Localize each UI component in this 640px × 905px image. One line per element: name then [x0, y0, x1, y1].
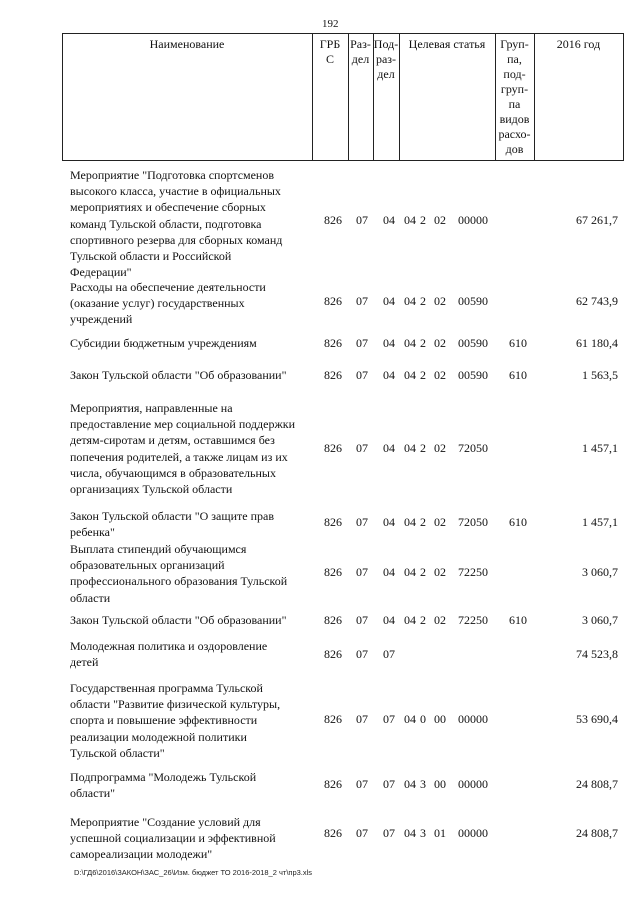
- row-podrazdel: 07: [383, 826, 395, 840]
- row-target-subprogram: 3: [420, 777, 426, 791]
- header-vid-line: па: [508, 97, 521, 111]
- row-razdel: 07: [356, 647, 368, 661]
- header-razdel-line: Раз-: [350, 37, 371, 51]
- row-name-line: Тульской области и Российской: [70, 249, 232, 264]
- row-name-line: профессионального образования Тульской: [70, 574, 288, 589]
- row-amount: 62 743,9: [576, 294, 618, 308]
- row-target-program: 04: [404, 515, 416, 529]
- row-target-code: 00000: [458, 777, 488, 791]
- row-name: [70, 367, 312, 383]
- row-name-line: ребенка": [70, 525, 115, 540]
- row-grbs: 826: [324, 441, 342, 455]
- row-target-program: 04: [404, 213, 416, 227]
- row-podrazdel: 04: [383, 294, 395, 308]
- row-name-line: Закон Тульской области "О защите прав: [70, 509, 275, 523]
- header-vid-line: расхо-: [498, 127, 531, 141]
- row-vid: 610: [509, 515, 527, 529]
- row-podrazdel: 07: [383, 647, 395, 661]
- row-name-line: Мероприятие "Подготовка спортсменов: [70, 168, 275, 182]
- row-name-line: высокого класса, участие в официальных: [70, 184, 281, 199]
- row-razdel: 07: [356, 213, 368, 227]
- row-name-line: реализации молодежной политики: [70, 729, 247, 744]
- header-year: 2016 год: [556, 37, 601, 51]
- row-target-program: 04: [404, 613, 416, 627]
- row-amount: 1 563,5: [582, 368, 618, 382]
- row-target-event: 02: [434, 441, 446, 455]
- row-grbs: 826: [324, 712, 342, 726]
- row-grbs: 826: [324, 336, 342, 350]
- row-podrazdel: 04: [383, 515, 395, 529]
- row-grbs: 826: [324, 826, 342, 840]
- row-razdel: 07: [356, 515, 368, 529]
- row-razdel: 07: [356, 613, 368, 627]
- row-amount: 24 808,7: [576, 777, 618, 791]
- row-name: [70, 335, 312, 351]
- row-name-line: области "Развитие физической культуры,: [70, 697, 281, 712]
- row-grbs: 826: [324, 515, 342, 529]
- row-name: [70, 814, 312, 863]
- row-name-line: области: [70, 590, 111, 605]
- header-podrazdel-line: раз-: [375, 52, 397, 66]
- row-target-event: 02: [434, 515, 446, 529]
- row-amount: 61 180,4: [576, 336, 618, 350]
- page-number: 192: [322, 18, 339, 30]
- row-target-code: 72050: [458, 441, 488, 455]
- row-name: [70, 279, 312, 328]
- row-target-program: 04: [404, 336, 416, 350]
- row-name-line: Мероприятие "Создание условий для: [70, 815, 261, 829]
- row-razdel: 07: [356, 712, 368, 726]
- row-target-event: 02: [434, 213, 446, 227]
- row-name: [70, 508, 312, 540]
- row-podrazdel: 04: [383, 441, 395, 455]
- header-vid-line: па,: [507, 52, 522, 66]
- row-name-line: образовательных организаций: [70, 558, 225, 573]
- row-name-line: Молодежная политика и оздоровление: [70, 639, 268, 653]
- row-name-line: детям-сиротам и детям, оставшимся без: [70, 433, 275, 448]
- row-razdel: 07: [356, 777, 368, 791]
- row-amount: 74 523,8: [576, 647, 618, 661]
- row-target-event: 00: [434, 712, 446, 726]
- row-target-program: 04: [404, 368, 416, 382]
- row-target-event: 02: [434, 294, 446, 308]
- header-grbs: [312, 37, 348, 67]
- col-border-year: [534, 33, 535, 161]
- row-target-event: 00: [434, 777, 446, 791]
- col-border-target: [399, 33, 400, 161]
- row-name-line: учреждений: [70, 312, 133, 327]
- row-razdel: 07: [356, 368, 368, 382]
- row-name-line: Закон Тульской области "Об образовании": [70, 368, 287, 382]
- row-name-line: (оказание услуг) государственных: [70, 296, 245, 311]
- row-grbs: 826: [324, 613, 342, 627]
- row-target-program: 04: [404, 826, 416, 840]
- row-grbs: 826: [324, 647, 342, 661]
- row-target-program: 04: [404, 441, 416, 455]
- row-name-line: Закон Тульской области "Об образовании": [70, 613, 287, 627]
- row-amount: 1 457,1: [582, 515, 618, 529]
- row-name-line: спортивного резерва для сборных команд: [70, 232, 283, 247]
- row-target-event: 02: [434, 565, 446, 579]
- header-top-border: [62, 33, 624, 34]
- row-razdel: 07: [356, 336, 368, 350]
- row-podrazdel: 04: [383, 213, 395, 227]
- header-vid-line: видов: [499, 112, 530, 126]
- row-name: [70, 680, 312, 761]
- header-razdel: [348, 37, 373, 67]
- row-target-event: 01: [434, 826, 446, 840]
- row-name-line: Выплата стипендий обучающимся: [70, 542, 247, 556]
- row-name-line: спорта и повышение эффективности: [70, 713, 258, 728]
- header-grbs-line: ГРБ: [319, 37, 341, 51]
- header-target: Целевая статья: [408, 37, 486, 51]
- row-target-code: 00590: [458, 368, 488, 382]
- row-name-line: Расходы на обеспечение деятельности: [70, 280, 266, 294]
- row-grbs: 826: [324, 368, 342, 382]
- header-vid: [495, 37, 534, 157]
- header-name: Наименование: [149, 37, 225, 51]
- row-amount: 24 808,7: [576, 826, 618, 840]
- header-bottom-border: [62, 160, 624, 161]
- row-target-subprogram: 3: [420, 826, 426, 840]
- row-name: [70, 541, 312, 606]
- row-name: [70, 167, 312, 280]
- row-name-line: области": [70, 786, 116, 801]
- row-target-program: 04: [404, 565, 416, 579]
- row-name-line: Мероприятия, направленные на: [70, 401, 233, 415]
- header-podrazdel-line: Под-: [373, 37, 399, 51]
- row-target-program: 04: [404, 294, 416, 308]
- row-name-line: команд Тульской области, подготовка: [70, 216, 262, 231]
- row-target-subprogram: 2: [420, 613, 426, 627]
- row-name-line: предоставление мер социальной поддержки: [70, 417, 296, 432]
- row-name: [70, 638, 312, 670]
- row-name-line: числа, обучающимся в образовательных: [70, 465, 276, 480]
- row-razdel: 07: [356, 826, 368, 840]
- row-target-code: 00000: [458, 826, 488, 840]
- row-name-line: мероприятиях и обеспечение сборных: [70, 200, 266, 215]
- row-target-subprogram: 2: [420, 368, 426, 382]
- row-name: [70, 400, 312, 497]
- row-amount: 67 261,7: [576, 213, 618, 227]
- row-target-subprogram: 2: [420, 441, 426, 455]
- row-podrazdel: 07: [383, 712, 395, 726]
- col-border-right: [623, 33, 624, 161]
- row-target-subprogram: 0: [420, 712, 426, 726]
- row-name-line: организациях Тульской области: [70, 482, 233, 497]
- row-podrazdel: 04: [383, 565, 395, 579]
- row-amount: 3 060,7: [582, 613, 618, 627]
- row-target-code: 72050: [458, 515, 488, 529]
- row-target-subprogram: 2: [420, 213, 426, 227]
- row-name-line: самореализации молодежи": [70, 847, 213, 862]
- header-podrazdel: [373, 37, 399, 82]
- row-grbs: 826: [324, 213, 342, 227]
- row-target-program: 04: [404, 777, 416, 791]
- row-target-code: 00000: [458, 712, 488, 726]
- row-target-code: 72250: [458, 565, 488, 579]
- row-podrazdel: 04: [383, 613, 395, 627]
- row-target-subprogram: 2: [420, 336, 426, 350]
- row-razdel: 07: [356, 441, 368, 455]
- row-target-event: 02: [434, 336, 446, 350]
- header-vid-line: под-: [503, 67, 526, 81]
- header-grbs-line: С: [325, 52, 334, 66]
- row-grbs: 826: [324, 777, 342, 791]
- row-name: [70, 612, 312, 628]
- row-razdel: 07: [356, 565, 368, 579]
- row-name-line: Тульской области": [70, 745, 165, 760]
- row-target-event: 02: [434, 368, 446, 382]
- row-podrazdel: 04: [383, 368, 395, 382]
- header-vid-line: груп-: [500, 82, 529, 96]
- row-grbs: 826: [324, 294, 342, 308]
- row-vid: 610: [509, 368, 527, 382]
- row-target-code: 00590: [458, 336, 488, 350]
- row-amount: 3 060,7: [582, 565, 618, 579]
- row-vid: 610: [509, 613, 527, 627]
- row-name: [70, 769, 312, 801]
- row-name-line: попечения родителей, а также лицам из их: [70, 449, 288, 464]
- row-name-line: Федерации": [70, 265, 132, 280]
- header-podrazdel-line: дел: [377, 67, 395, 81]
- row-amount: 53 690,4: [576, 712, 618, 726]
- row-target-subprogram: 2: [420, 515, 426, 529]
- header-vid-line: Груп-: [500, 37, 529, 51]
- row-grbs: 826: [324, 565, 342, 579]
- row-target-subprogram: 2: [420, 565, 426, 579]
- header-razdel-line: дел: [351, 52, 370, 66]
- row-amount: 1 457,1: [582, 441, 618, 455]
- row-podrazdel: 04: [383, 336, 395, 350]
- col-border-left: [62, 33, 63, 161]
- row-razdel: 07: [356, 294, 368, 308]
- row-target-code: 00000: [458, 213, 488, 227]
- file-path-footer: D:\ГД6\2016\ЗАКОН\ЗАС_26\Изм. бюджет ТО 2016-2018_2 чт\пр3.xls: [74, 868, 313, 877]
- row-target-subprogram: 2: [420, 294, 426, 308]
- row-target-event: 02: [434, 613, 446, 627]
- row-vid: 610: [509, 336, 527, 350]
- row-target-code: 72250: [458, 613, 488, 627]
- header-vid-line: дов: [505, 142, 524, 156]
- row-name-line: Государственная программа Тульской: [70, 681, 263, 695]
- row-target-program: 04: [404, 712, 416, 726]
- row-name-line: успешной социализации и эффективной: [70, 831, 276, 846]
- row-podrazdel: 07: [383, 777, 395, 791]
- row-name-line: Подпрограмма "Молодежь Тульской: [70, 770, 257, 784]
- row-target-code: 00590: [458, 294, 488, 308]
- row-name-line: Субсидии бюджетным учреждениям: [70, 336, 257, 350]
- row-name-line: детей: [70, 655, 99, 670]
